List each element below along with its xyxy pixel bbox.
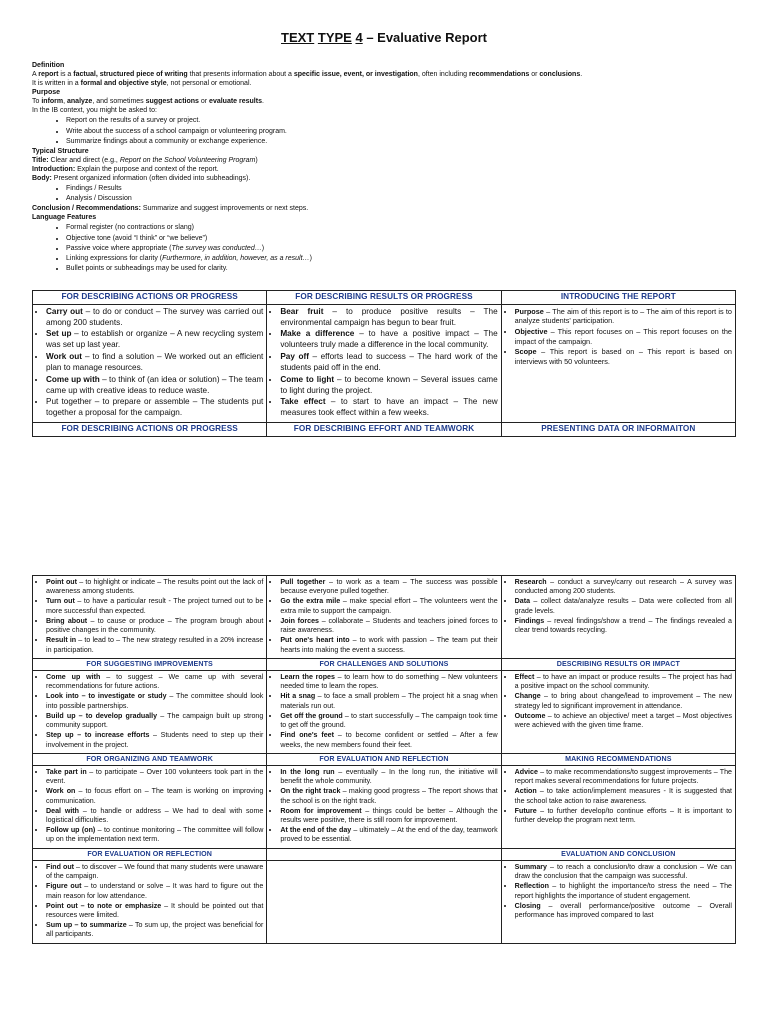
column-header: FOR SUGGESTING IMPROVEMENTS bbox=[33, 658, 267, 670]
phrase-definition: – to work with passion – The team put their hearts into making the event a success. bbox=[280, 636, 498, 654]
phrase-definition: – ultimately – At the end of the day, teamwork proved to be essential. bbox=[280, 826, 498, 844]
text: , not personal or emotional. bbox=[166, 80, 252, 88]
phrase-definition: – to highlight the importance/to stress the need – The report highlights the importance of student engagement. bbox=[514, 882, 732, 900]
phrase-term: Work on bbox=[46, 787, 76, 796]
phrase-definition: – It should be pointed out that resources were limited. bbox=[46, 901, 264, 919]
list-item bbox=[515, 787, 732, 805]
text: , and sometimes bbox=[92, 98, 146, 106]
text: To bbox=[32, 98, 42, 106]
table-header-row bbox=[33, 658, 736, 670]
list-item bbox=[280, 375, 497, 397]
column-header: FOR ORGANIZING AND TEAMWORK bbox=[33, 753, 267, 765]
list-item bbox=[515, 863, 732, 881]
phrase-list bbox=[270, 578, 497, 655]
list-item: • Formal register (no contractions or slang) bbox=[66, 223, 736, 232]
text: ) bbox=[261, 244, 265, 252]
list-item bbox=[46, 863, 263, 881]
ib-context-line: In the IB context, you might be asked to: bbox=[32, 107, 157, 115]
phrase-term: On the right track bbox=[280, 787, 341, 796]
phrase-term: Scope bbox=[514, 347, 537, 357]
phrases-table-1 bbox=[32, 290, 736, 437]
list-item bbox=[280, 826, 497, 844]
phrase-term: Point out bbox=[46, 578, 77, 586]
phrase-definition: – to suggest – We came up with several recommendations for future actions. bbox=[46, 672, 264, 691]
list-item: • Bullet points or subheadings may be used for clarity. bbox=[66, 264, 736, 273]
italic: Report on the School Volunteering Program bbox=[119, 156, 256, 164]
phrase-definition: – to do or conduct – The survey was carried out among 200 students. bbox=[46, 306, 264, 327]
list-item bbox=[280, 397, 497, 419]
table-row bbox=[33, 304, 736, 422]
table-cell bbox=[33, 765, 267, 848]
list-item bbox=[46, 768, 263, 786]
page-two bbox=[32, 575, 736, 944]
phrase-list bbox=[36, 578, 263, 655]
phrase-term: Make a difference bbox=[280, 329, 355, 339]
list-item bbox=[46, 307, 263, 329]
list-item bbox=[46, 712, 263, 730]
table-cell bbox=[267, 860, 501, 943]
definition-line-1 bbox=[32, 70, 736, 79]
list-item bbox=[46, 597, 263, 615]
table-cell bbox=[501, 576, 735, 659]
phrase-term: Find one's feet bbox=[280, 731, 334, 740]
column-header: PRESENTING DATA OR INFORMAITON bbox=[501, 423, 735, 437]
text: ) bbox=[255, 156, 258, 164]
column-header: FOR EVALUATION AND REFLECTION bbox=[267, 753, 501, 765]
phrase-term: At the end of the day bbox=[280, 826, 352, 835]
structure-title-line bbox=[32, 156, 736, 165]
list-item: • Analysis / Discussion bbox=[66, 194, 736, 203]
phrase-definition: – to highlight or indicate – The results point out the lack of awareness among students. bbox=[46, 578, 264, 596]
phrase-definition: – to have a particular result - The project turned out to be more successful than expected. bbox=[46, 597, 264, 615]
table-cell bbox=[33, 860, 267, 943]
phrases-table-2 bbox=[32, 575, 736, 944]
list-item bbox=[46, 636, 263, 654]
table-row bbox=[33, 765, 736, 848]
phrase-list bbox=[505, 768, 732, 825]
phrase-definition: – to start to have an impact – The new measures took effect within a few weeks. bbox=[280, 397, 498, 418]
list-item bbox=[46, 787, 263, 805]
phrase-term: Sum up – to summarize bbox=[46, 921, 127, 930]
table-cell bbox=[501, 670, 735, 753]
text: Passive voice where appropriate ( bbox=[66, 244, 172, 252]
text: Explain the purpose and context of the report. bbox=[75, 165, 219, 173]
text: , often including bbox=[417, 70, 469, 78]
list-item bbox=[46, 921, 263, 939]
phrase-term: Put one's heart into bbox=[280, 636, 350, 645]
title-number: 4 bbox=[355, 30, 363, 45]
list-item bbox=[46, 807, 263, 825]
phrase-list bbox=[270, 768, 497, 845]
phrase-term: Look into – to investigate or study bbox=[46, 692, 167, 701]
list-item bbox=[515, 578, 732, 596]
definition-line-2 bbox=[32, 79, 736, 88]
phrase-term: Find out bbox=[46, 862, 75, 871]
phrase-definition: – to further develop/to continue efforts – It is important to further develop the program next term. bbox=[514, 806, 732, 825]
emph: factual, structured piece of writing bbox=[73, 70, 188, 78]
phrase-term: Effect bbox=[514, 672, 535, 681]
phrase-definition: – to lead to – The new strategy resulted in a 20% increase in participation. bbox=[46, 636, 264, 654]
phrase-term: Set up bbox=[46, 329, 72, 339]
structure-body-line bbox=[32, 174, 736, 183]
list-item bbox=[515, 327, 732, 346]
text: Summarize and suggest improvements or next steps. bbox=[140, 205, 309, 213]
phrase-list bbox=[36, 307, 263, 419]
phrase-term: Point out – to note or emphasize bbox=[46, 901, 162, 910]
phrase-term: Pay off bbox=[280, 352, 309, 362]
list-item bbox=[66, 254, 736, 263]
table-header-row bbox=[33, 753, 736, 765]
table-row bbox=[33, 576, 736, 659]
phrase-definition: – to cause or produce – The program brough about positive changes in the community. bbox=[46, 616, 264, 635]
list-item bbox=[66, 244, 736, 253]
italic: Furthermore, in addition, however, as a result… bbox=[162, 254, 310, 262]
column-header: INTRODUCING THE REPORT bbox=[501, 290, 735, 304]
list-item bbox=[280, 731, 497, 749]
list-item bbox=[280, 352, 497, 374]
text: . bbox=[261, 98, 264, 106]
phrase-term: Figure out bbox=[46, 882, 82, 891]
text: or bbox=[198, 98, 210, 106]
phrase-definition: – to learn how to do something – New volunteers needed time to learn the ropes. bbox=[280, 672, 498, 691]
list-item bbox=[515, 902, 732, 920]
phrase-term: Pull together bbox=[280, 578, 326, 586]
emph: recommendations bbox=[468, 70, 530, 78]
phrase-definition: – to understand or solve – It was hard to figure out the main reason for low attendance. bbox=[46, 882, 264, 900]
table-header-row bbox=[33, 848, 736, 860]
list-item bbox=[46, 617, 263, 635]
definition-heading: Definition bbox=[32, 61, 65, 69]
phrase-term: In the long run bbox=[280, 767, 335, 776]
phrase-term: Step up – to increase efforts bbox=[46, 731, 150, 740]
table-cell bbox=[501, 765, 735, 848]
phrase-definition: – overall performance/positive outcome – Overall performance has improved compared to last bbox=[514, 901, 732, 919]
emph: suggest actions bbox=[145, 98, 199, 106]
phrase-definition: – to become confident or settled – After a few weeks, the new members found their feet. bbox=[280, 731, 498, 749]
column-header: FOR DESCRIBING ACTIONS OR PROGRESS bbox=[33, 290, 267, 304]
phrase-term: Change bbox=[514, 692, 541, 701]
phrase-list bbox=[505, 673, 732, 730]
text: Linking expressions for clarity ( bbox=[66, 254, 163, 262]
phrase-definition: – to take action/implement measures - It is suggested that the school take action to raise awareness. bbox=[514, 787, 732, 805]
phrase-definition: – to participate – Over 100 volunteers took part in the event. bbox=[46, 767, 264, 786]
emph: specific issue, event, or investigation bbox=[293, 70, 418, 78]
list-item bbox=[515, 347, 732, 366]
emph: formal and objective style bbox=[80, 80, 167, 88]
label: Body: bbox=[32, 175, 52, 183]
list-item bbox=[515, 307, 732, 326]
phrase-definition: – collect data/analyze results – Data were collected from all grade levels. bbox=[514, 597, 732, 615]
column-header: MAKING RECOMMENDATIONS bbox=[501, 753, 735, 765]
structure-heading: Typical Structure bbox=[32, 147, 89, 155]
phrase-definition: – to establish or organize – A new recycling system was set up last year. bbox=[46, 329, 264, 350]
list-item bbox=[46, 352, 263, 374]
phrase-definition: – efforts lead to success – The hard work of the students paid off in the end. bbox=[280, 352, 498, 372]
phrase-definition: – The aim of this report is to – The aim of this report is to analyze students' participation. bbox=[514, 306, 732, 326]
list-item: • Summarize findings about a community or exchange experience. bbox=[66, 137, 736, 146]
list-item bbox=[515, 597, 732, 615]
phrase-definition: – to achieve an objective/ meet a target – Most objectives were achieved with the given time frame. bbox=[514, 711, 732, 730]
text: , bbox=[63, 98, 68, 106]
phrase-term: Result in bbox=[46, 636, 77, 645]
phrase-term: Carry out bbox=[46, 306, 83, 316]
list-item bbox=[46, 826, 263, 844]
list-item: • Report on the results of a survey or project. bbox=[66, 116, 736, 125]
title-subtitle: – Evaluative Report bbox=[362, 30, 487, 45]
emph: conclusions bbox=[539, 70, 581, 78]
phrase-term: Get off the ground bbox=[280, 711, 343, 720]
list-item bbox=[515, 673, 732, 691]
table-cell bbox=[33, 670, 267, 753]
phrase-term: Bear fruit bbox=[280, 306, 324, 316]
phrase-term: Purpose bbox=[514, 306, 544, 316]
phrase-term: Summary bbox=[514, 862, 547, 871]
phrase-definition: – to have an impact or produce results – The project has had a positive impact on the school community. bbox=[514, 672, 732, 691]
phrase-definition: – make special effort – The volunteers went the extra mile to support the campaign. bbox=[280, 597, 498, 615]
list-item bbox=[46, 673, 263, 691]
column-header: FOR EVALUATION OR REFLECTION bbox=[33, 848, 267, 860]
text: Clear and direct (e.g., bbox=[48, 156, 120, 164]
phrase-definition: – to continue monitoring – The committee will follow up on the implementation next term. bbox=[46, 826, 264, 844]
column-header: FOR CHALLENGES AND SOLUTIONS bbox=[267, 658, 501, 670]
phrase-list bbox=[505, 307, 732, 367]
phrase-list bbox=[36, 673, 263, 750]
italic: The survey was conducted… bbox=[171, 244, 262, 252]
page-one bbox=[32, 30, 736, 437]
phrase-term: Come up with bbox=[46, 374, 100, 384]
list-item bbox=[280, 807, 497, 825]
label: Title: bbox=[32, 156, 49, 164]
phrase-term: Findings bbox=[514, 616, 545, 625]
list-item bbox=[46, 397, 263, 419]
phrase-term: Action bbox=[514, 787, 537, 796]
phrase-definition: – to produce positive results – The environmental campaign has begun to bear fruit. bbox=[280, 306, 498, 327]
phrase-term: Objective bbox=[514, 327, 548, 337]
list-item bbox=[46, 882, 263, 900]
language-heading: Language Features bbox=[32, 214, 97, 222]
phrase-term: Research bbox=[514, 578, 547, 586]
list-item: • Write about the success of a school campaign or volunteering program. bbox=[66, 127, 736, 136]
text: is a bbox=[58, 70, 74, 78]
table-header-row bbox=[33, 423, 736, 437]
phrase-term: Future bbox=[514, 806, 537, 815]
phrase-term: Learn the ropes bbox=[280, 672, 335, 681]
text: . bbox=[580, 70, 583, 78]
phrase-definition: – collaborate – Students and teachers joined forces to raise awareness. bbox=[280, 616, 498, 635]
phrase-definition: – reveal findings/show a trend – The findings revealed a clear trend towards recycling. bbox=[514, 616, 732, 635]
column-header: DESCRIBING RESULTS OR IMPACT bbox=[501, 658, 735, 670]
phrase-term: Take effect bbox=[280, 397, 326, 407]
table-cell bbox=[267, 670, 501, 753]
table-cell bbox=[33, 576, 267, 659]
phrase-definition: – to make recommendations/to suggest improvements – The report makes several recommendations for future projects. bbox=[514, 767, 732, 786]
column-header: FOR DESCRIBING EFFORT AND TEAMWORK bbox=[267, 423, 501, 437]
phrase-list bbox=[270, 307, 497, 419]
phrase-term: Hit a snag bbox=[280, 692, 316, 701]
phrase-term: Follow up (on) bbox=[46, 826, 96, 835]
list-item bbox=[46, 375, 263, 397]
phrase-term: Come up with bbox=[46, 672, 101, 681]
phrase-definition: – To sum up, the project was beneficial for all participants. bbox=[46, 921, 264, 939]
column-header bbox=[267, 848, 501, 860]
phrase-definition: – to focus effort on – The team is working on improving communication. bbox=[46, 787, 264, 805]
table-row bbox=[33, 860, 736, 943]
phrase-definition: – to work as a team – The success was possible because everyone pulled together. bbox=[280, 578, 498, 596]
phrase-definition: – to handle or address – We had to deal with some logistical difficulties. bbox=[46, 806, 264, 825]
phrase-term: Turn out bbox=[46, 597, 75, 606]
list-item bbox=[515, 712, 732, 730]
emph: report bbox=[38, 70, 59, 78]
list-item bbox=[280, 673, 497, 691]
column-header: EVALUATION AND CONCLUSION bbox=[501, 848, 735, 860]
phrase-term: Room for improvement bbox=[280, 806, 362, 815]
label: Introduction: bbox=[32, 165, 76, 173]
phrase-term: Join forces bbox=[280, 616, 319, 625]
list-item bbox=[46, 329, 263, 351]
phrase-list bbox=[505, 578, 732, 635]
purpose-heading: Purpose bbox=[32, 89, 61, 97]
list-item bbox=[46, 902, 263, 920]
phrase-definition: – to bring about change/lead to improvement – The new strategy led to significant improvement in attendance. bbox=[514, 692, 732, 710]
list-item bbox=[280, 787, 497, 805]
list-item bbox=[280, 597, 497, 615]
phrase-term: Come to light bbox=[280, 374, 335, 384]
table-cell bbox=[501, 304, 735, 422]
text: that presents information about a bbox=[187, 70, 294, 78]
list-item bbox=[515, 617, 732, 635]
phrase-definition: – to start successfully – The campaign took time to get off the ground. bbox=[280, 711, 498, 730]
table-header-row bbox=[33, 290, 736, 304]
phrase-term: Data bbox=[514, 597, 531, 606]
list-item bbox=[280, 329, 497, 351]
phrase-definition: – things could be better – Although the results were positive, there is still room for improvement. bbox=[280, 806, 498, 825]
intro-section bbox=[32, 61, 736, 273]
phrase-list bbox=[36, 768, 263, 845]
table-cell bbox=[267, 765, 501, 848]
phrase-term: Go the extra mile bbox=[280, 597, 341, 606]
table-cell bbox=[267, 576, 501, 659]
phrase-list bbox=[505, 863, 732, 920]
list-item bbox=[280, 768, 497, 786]
list-item bbox=[280, 636, 497, 654]
phrase-definition: – This report is based on – This report is based on interviews with 50 volunteers. bbox=[514, 347, 732, 366]
phrase-definition: – conduct a survey/carry out research – A survey was conducted among 200 students. bbox=[514, 578, 732, 596]
document-title bbox=[32, 30, 736, 47]
list-item bbox=[46, 731, 263, 749]
phrase-term: Bring about bbox=[46, 616, 88, 625]
list-item: • Objective tone (avoid “I think” or “we believe”) bbox=[66, 234, 736, 243]
phrase-list bbox=[270, 673, 497, 750]
list-item bbox=[515, 882, 732, 900]
text: A bbox=[32, 70, 39, 78]
text: It is written in a bbox=[32, 80, 81, 88]
phrase-definition: – The committee should look into possible partnerships. bbox=[46, 692, 264, 710]
list-item bbox=[46, 692, 263, 710]
purpose-line bbox=[32, 97, 736, 106]
phrase-definition: – to think of (an idea or solution) – The team came up with creative ideas to reduce waste. bbox=[46, 374, 264, 395]
title-type: TYPE bbox=[317, 30, 352, 45]
phrase-definition: Put together – to prepare or assemble – The students put together a proposal for the campaign. bbox=[46, 397, 264, 418]
phrase-term: Closing bbox=[514, 901, 541, 910]
phrase-definition: – The campaign built up strong community support. bbox=[46, 711, 264, 730]
list-item bbox=[280, 617, 497, 635]
emph: analyze bbox=[67, 98, 93, 106]
emph: inform bbox=[41, 98, 64, 106]
label: Conclusion / Recommendations: bbox=[32, 205, 141, 213]
phrase-term: Advice bbox=[514, 767, 538, 776]
phrase-definition: – making good progress – The report shows that the school is on the right track. bbox=[280, 787, 498, 805]
phrase-definition: – eventually – In the long run, the initiative will benefit the whole community. bbox=[280, 767, 498, 786]
emph: evaluate results bbox=[209, 98, 262, 106]
body-list bbox=[32, 184, 736, 203]
phrase-definition: – Students need to step up their involvement in the project. bbox=[46, 731, 264, 749]
text: ) bbox=[309, 254, 312, 262]
column-header: FOR DESCRIBING RESULTS OR PROGRESS bbox=[267, 290, 501, 304]
phrase-term: Outcome bbox=[514, 711, 546, 720]
title-text: TEXT bbox=[281, 30, 315, 45]
table-cell bbox=[267, 304, 501, 422]
structure-conclusion-line bbox=[32, 204, 736, 213]
phrase-definition: – This report focuses on – This report focuses on the impact of the campaign. bbox=[514, 327, 732, 346]
list-item bbox=[515, 768, 732, 786]
list-item bbox=[46, 578, 263, 596]
list-item: • Findings / Results bbox=[66, 184, 736, 193]
phrase-term: Take part in bbox=[46, 767, 87, 776]
phrase-term: Deal with bbox=[46, 806, 80, 815]
list-item bbox=[515, 692, 732, 710]
text: Present organized information (often divided into subheadings). bbox=[51, 175, 251, 183]
phrase-term: Build up – to develop gradually bbox=[46, 711, 158, 720]
phrase-definition: – to reach a conclusion/to draw a conclusion – We can draw the conclusion that the campaign was successful. bbox=[514, 862, 732, 881]
list-item bbox=[280, 578, 497, 596]
list-item bbox=[280, 692, 497, 710]
phrase-definition: – to find a solution – We worked out an efficient plan to manage resources. bbox=[46, 352, 264, 372]
phrase-definition: – to discover – We found that many students were unaware of the campaign. bbox=[46, 862, 264, 881]
table-cell bbox=[33, 304, 267, 422]
phrase-list bbox=[36, 863, 263, 940]
language-list bbox=[32, 223, 736, 272]
list-item bbox=[515, 807, 732, 825]
table-row bbox=[33, 670, 736, 753]
ib-list bbox=[32, 116, 736, 145]
phrase-definition: – to have a positive impact – The volunteers truly made a difference in the local community. bbox=[280, 329, 498, 350]
phrase-term: Work out bbox=[46, 352, 82, 362]
phrase-term: Reflection bbox=[514, 882, 549, 891]
column-header: FOR DESCRIBING ACTIONS OR PROGRESS bbox=[33, 423, 267, 437]
text: or bbox=[529, 70, 540, 78]
structure-intro-line bbox=[32, 165, 736, 174]
list-item bbox=[280, 307, 497, 329]
phrase-definition: – to face a small problem – The project hit a snag when materials run out. bbox=[280, 692, 498, 710]
table-cell bbox=[501, 860, 735, 943]
list-item bbox=[280, 712, 497, 730]
phrase-definition: – to become known – Several issues came to light during the project. bbox=[280, 374, 498, 395]
